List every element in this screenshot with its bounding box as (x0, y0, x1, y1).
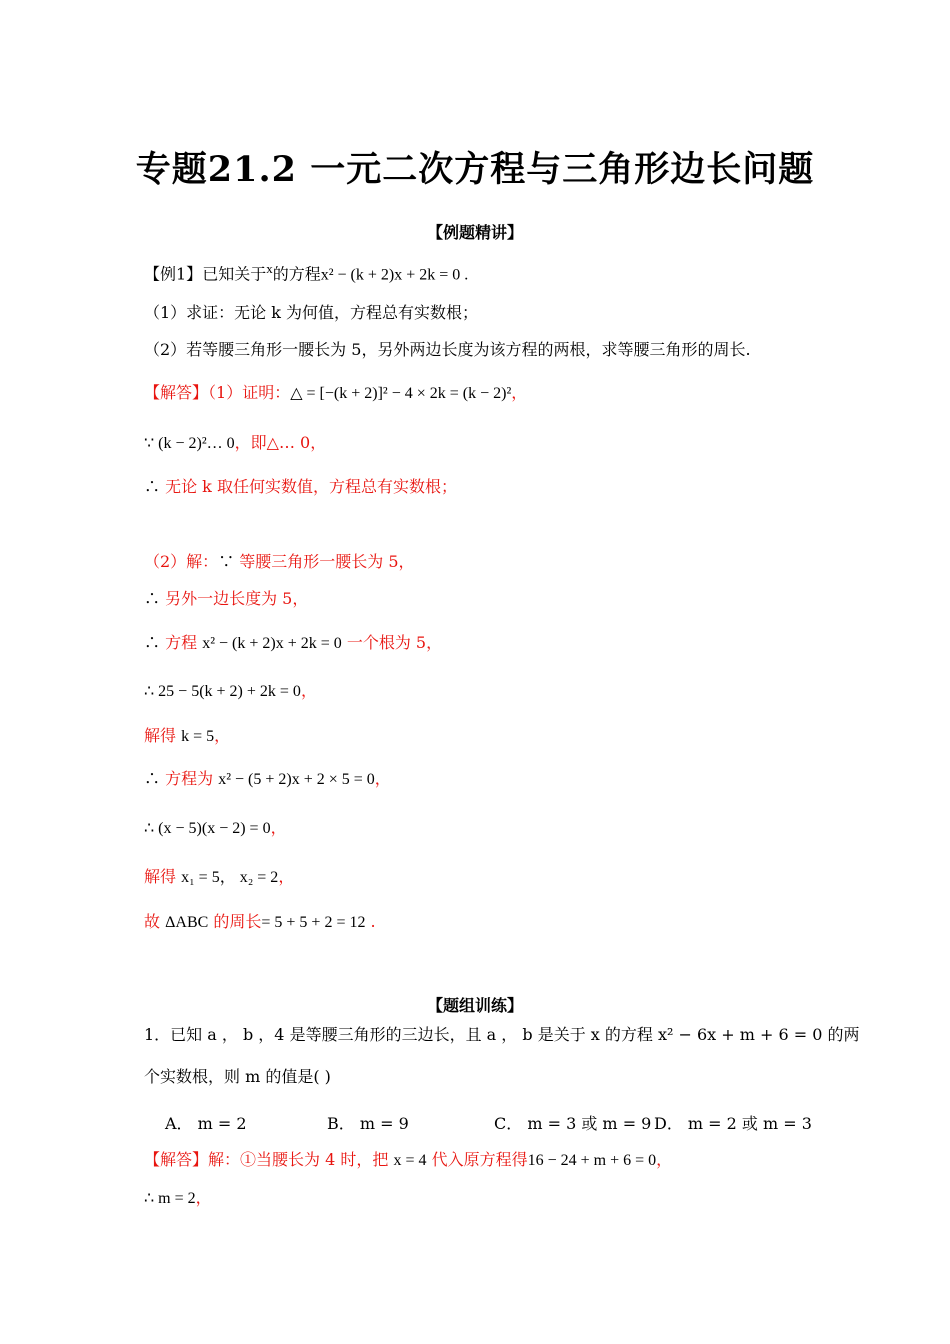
part2-line-7 (144, 817, 287, 840)
example-stem-mid: 的方程 (272, 264, 321, 284)
comma: ， (374, 769, 391, 788)
solution-step-2 (144, 432, 326, 455)
part2-root-is-5: 一个根为 5， (341, 633, 443, 652)
example-stem-pre: 已知关于 (202, 264, 267, 284)
discriminant-nonnegative: ，即△… 0 (234, 433, 311, 452)
part2-label: （2）解： (144, 552, 219, 571)
option-d: D． m = 2 或 m = 3 (654, 1114, 812, 1133)
comma: ， (195, 1188, 212, 1207)
discriminant-formula: △ = [−(k + 2)]² − 4 × 2k = (k − 2)² (290, 385, 512, 402)
solution-step-3 (144, 476, 457, 498)
solution-step-1-tail: ， (511, 383, 528, 402)
solve-label: 解得 (144, 726, 182, 745)
part2-equation-label: 方程 (165, 633, 203, 652)
part2-line-4 (144, 680, 317, 703)
comma: ， (656, 1150, 673, 1169)
solution-conclusion-1: 无论 k 取任何实数值，方程总有实数根； (165, 477, 457, 496)
therefore-symbol: ∴ (144, 477, 166, 496)
section-heading-examples: 【例题精讲】 (426, 223, 523, 242)
example-label: 【例1】 (144, 264, 203, 284)
comma: ， (214, 726, 231, 745)
comma: ， (300, 681, 317, 700)
part2-line-5 (144, 725, 230, 748)
perimeter-value: = 5 + 5 + 2 = 12 (261, 914, 366, 931)
part2-line-9 (144, 911, 376, 934)
therefore-symbol: ∴ (144, 769, 166, 788)
option-b: B． m = 9 (327, 1114, 409, 1133)
square-nonnegative: ∵ (k − 2)²… 0 (144, 435, 235, 452)
case-waist-4: 解：①当腰长为 4 时，把 (208, 1150, 394, 1169)
option-c: C． m = 3 或 m = 9 (494, 1114, 652, 1133)
example-question-1: （1）求证：无论 k 为何值，方程总有实数根； (144, 303, 479, 322)
roots: x₁ = 5， x₂ = 2 (181, 869, 279, 886)
substituted-equation: x² − (5 + 2)x + 2 × 5 = 0 (218, 771, 375, 788)
solution-3-line-2 (144, 1187, 212, 1210)
comma: ， (278, 867, 295, 886)
problem-1-line-2: 个实数根，则 m 的值是( ) (144, 1067, 331, 1086)
problem-1-line-1: 1．已知 a ， b ，4 是等腰三角形的三边长，且 a ， b 是关于 x 的方程 x² − 6x + m + 6 = 0 的两 (144, 1025, 860, 1044)
part2-line-1 (144, 551, 415, 573)
k-value: k = 5 (181, 728, 215, 745)
solution-label: 【解答】 (144, 383, 209, 402)
equation-becomes: 方程为 (165, 769, 219, 788)
part2-line-2 (144, 588, 308, 610)
section-heading-practice: 【题组训练】 (426, 996, 523, 1015)
x-equals-4: x = 4 (393, 1152, 427, 1169)
therefore-symbol: ∴ (144, 633, 166, 652)
solve-label: 解得 (144, 867, 182, 886)
comma: ， (270, 818, 287, 837)
part2-line-3 (144, 632, 442, 655)
example-var: x (266, 261, 273, 276)
solution-step-1 (144, 382, 527, 405)
part2-other-side: 另外一边长度为 5， (165, 589, 309, 608)
therefore-symbol: ∴ (144, 589, 166, 608)
substituted-expression: 16 − 24 + m + 6 = 0 (527, 1152, 657, 1169)
factored-equation: ∴ (x − 5)(x − 2) = 0 (144, 820, 271, 837)
because-symbol: ∵ (218, 552, 240, 571)
solution-label: 【解答】 (144, 1150, 209, 1169)
document-title: 专题21.2 一元二次方程与三角形边长问题 (135, 149, 815, 190)
part2-equation: x² − (k + 2)x + 2k = 0 (202, 635, 342, 652)
part2-substitution: ∴ 25 − 5(k + 2) + 2k = 0 (144, 683, 301, 700)
substitute-label: 代入原方程得 (426, 1150, 528, 1169)
hence-label: 故 (144, 912, 166, 931)
triangle-name: ΔABC (165, 914, 209, 931)
solution-step-2-tail: ， (310, 433, 327, 452)
solution-step-1-prefix: （1）证明： (208, 383, 291, 402)
solution-3-line-1 (144, 1149, 672, 1172)
m-value: ∴ m = 2 (144, 1190, 196, 1207)
period: . (365, 912, 376, 931)
example-question-2: （2）若等腰三角形一腰长为 5，另外两边长度为该方程的两根，求等腰三角形的周长. (144, 340, 751, 359)
perimeter-label: 的周长 (208, 912, 262, 931)
example-stem (144, 258, 468, 286)
option-a: A． m = 2 (165, 1114, 247, 1133)
example-equation: x² − (k + 2)x + 2k = 0 . (320, 266, 469, 284)
part2-line-8 (144, 866, 294, 889)
part2-line-6 (144, 768, 391, 791)
part2-given: 等腰三角形一腰长为 5， (239, 552, 415, 571)
